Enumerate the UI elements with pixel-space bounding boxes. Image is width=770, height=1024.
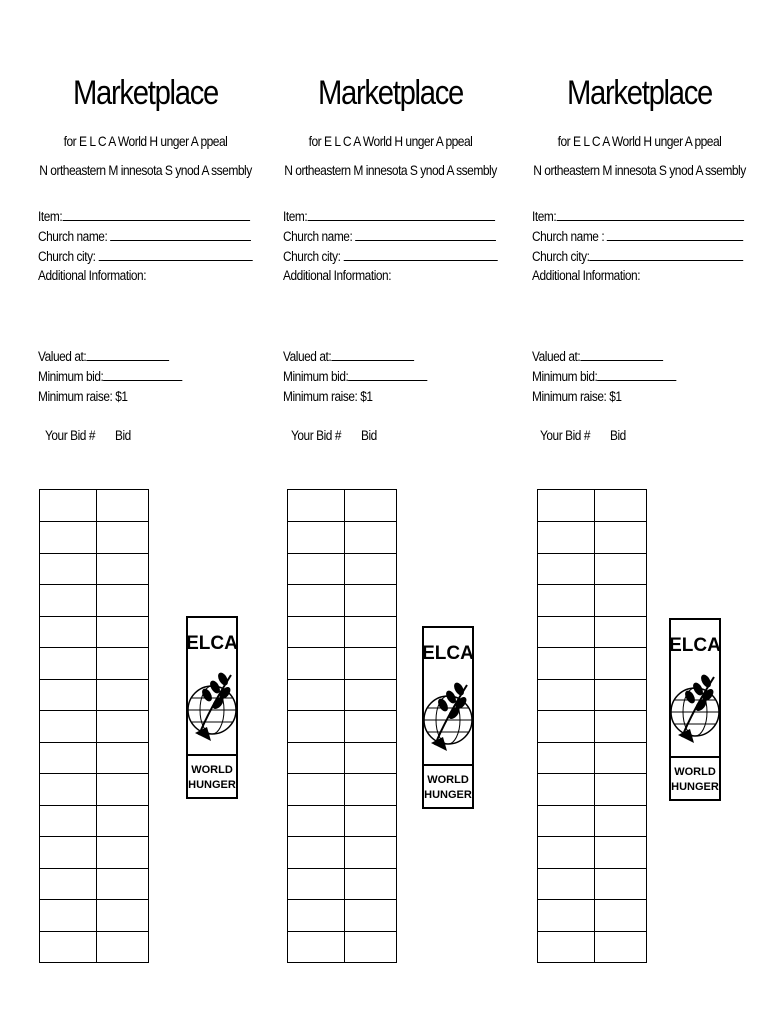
bid-table-row-line — [288, 647, 396, 648]
minimum-bid-blank-line[interactable] — [348, 368, 427, 381]
bid-table-row-line — [538, 836, 646, 837]
minimum-bid-field[interactable] — [38, 368, 183, 384]
bid-table-row-line — [288, 710, 396, 711]
card-subtitle-appeal: for E L C A World H unger A ppeal — [308, 133, 473, 149]
valued-at-blank-line[interactable] — [331, 348, 414, 361]
card-subtitle-synod: N ortheastern M innesota S ynod A ssembly — [533, 162, 746, 178]
church-name-blank-line[interactable] — [110, 228, 251, 241]
bid-header: Bid — [610, 428, 626, 443]
additional-info-label: Additional Information: — [38, 268, 147, 283]
card-subtitle-synod: N ortheastern M innesota S ynod A ssembly — [284, 162, 497, 178]
bid-table-row-line — [288, 742, 396, 743]
bid-table-row-line — [538, 773, 646, 774]
bid-table[interactable] — [287, 489, 397, 963]
card-title: Marketplace — [72, 74, 219, 112]
item-blank-line[interactable] — [556, 208, 743, 221]
minimum-bid-blank-line[interactable] — [597, 368, 676, 381]
bid-table-row-line — [288, 836, 396, 837]
minimum-bid-field[interactable] — [532, 368, 677, 384]
bid-table-row-line — [288, 553, 396, 554]
bid-card-3 — [532, 0, 770, 1024]
elca-logo-graphic — [668, 617, 722, 802]
bid-table-row-line — [538, 710, 646, 711]
bid-table-row-line — [40, 742, 148, 743]
bid-table-divider — [344, 490, 345, 962]
valued-at-label: Valued at: — [38, 349, 87, 364]
minimum-raise-label: Minimum raise: $1 — [532, 389, 622, 404]
elca-logo-graphic — [185, 615, 239, 800]
minimum-bid-label: Minimum bid: — [38, 369, 104, 384]
bid-table-row-line — [40, 931, 148, 932]
church-city-field[interactable] — [532, 248, 743, 264]
church-city-field[interactable] — [283, 248, 497, 264]
bid-table-row-line — [288, 805, 396, 806]
your-bid-number-header: Your Bid # — [540, 428, 590, 443]
minimum-raise-label: Minimum raise: $1 — [283, 389, 373, 404]
your-bid-number-header: Your Bid # — [291, 428, 341, 443]
bid-table-row-line — [40, 521, 148, 522]
elca-world-hunger-logo — [668, 617, 722, 802]
logo-elca-text: ELCA — [669, 635, 721, 656]
bid-table-row-line — [40, 773, 148, 774]
church-name-label: Church name : — [532, 229, 605, 244]
bid-table-row-line — [288, 773, 396, 774]
additional-info-label: Additional Information: — [283, 268, 392, 283]
bid-table-row-line — [40, 616, 148, 617]
logo-hunger-text: HUNGER — [424, 789, 472, 801]
logo-hunger-text: HUNGER — [671, 781, 719, 793]
bid-table-row-line — [538, 805, 646, 806]
item-field[interactable] — [283, 208, 495, 224]
bid-table-row-line — [40, 584, 148, 585]
item-label: Item: — [38, 209, 63, 224]
elca-world-hunger-logo — [185, 615, 239, 800]
bid-table-row-line — [538, 584, 646, 585]
church-city-label: Church city: — [38, 249, 96, 264]
bid-card-2 — [283, 0, 523, 1024]
valued-at-field[interactable] — [283, 348, 414, 364]
bid-table-divider — [96, 490, 97, 962]
church-name-label: Church name: — [38, 229, 108, 244]
additional-info-label: Additional Information: — [532, 268, 641, 283]
logo-elca-text: ELCA — [186, 633, 238, 654]
bid-table-row-line — [288, 868, 396, 869]
logo-elca-text: ELCA — [422, 643, 474, 664]
card-title: Marketplace — [566, 74, 713, 112]
bid-header: Bid — [115, 428, 131, 443]
bid-table-row-line — [40, 836, 148, 837]
item-field[interactable] — [38, 208, 250, 224]
logo-world-text: WORLD — [427, 774, 469, 786]
card-title: Marketplace — [317, 74, 464, 112]
item-field[interactable] — [532, 208, 744, 224]
bid-table-row-line — [538, 899, 646, 900]
bid-table-row-line — [288, 679, 396, 680]
church-city-field[interactable] — [38, 248, 252, 264]
minimum-bid-blank-line[interactable] — [103, 368, 182, 381]
bid-table-row-line — [538, 616, 646, 617]
minimum-bid-field[interactable] — [283, 368, 428, 384]
bid-table-row-line — [538, 868, 646, 869]
bid-table-row-line — [538, 742, 646, 743]
bid-table-row-line — [40, 899, 148, 900]
church-name-field[interactable] — [283, 228, 496, 244]
bid-table-row-line — [538, 553, 646, 554]
bid-table-row-line — [40, 553, 148, 554]
bid-table-row-line — [538, 647, 646, 648]
bid-table-row-line — [288, 899, 396, 900]
bid-header: Bid — [361, 428, 377, 443]
card-subtitle-synod: N ortheastern M innesota S ynod A ssembly — [39, 162, 252, 178]
bid-table-row-line — [40, 679, 148, 680]
church-city-blank-line[interactable] — [98, 248, 252, 261]
bid-table-row-line — [40, 710, 148, 711]
bid-table-row-line — [40, 805, 148, 806]
church-city-label: Church city: — [283, 249, 341, 264]
logo-hunger-text: HUNGER — [188, 779, 236, 791]
bid-table-row-line — [538, 521, 646, 522]
minimum-bid-label: Minimum bid: — [532, 369, 598, 384]
valued-at-field[interactable] — [38, 348, 169, 364]
item-blank-line[interactable] — [307, 208, 494, 221]
card-subtitle-appeal: for E L C A World H unger A ppeal — [557, 133, 722, 149]
minimum-raise-label: Minimum raise: $1 — [38, 389, 128, 404]
bid-table-row-line — [40, 868, 148, 869]
card-subtitle-appeal: for E L C A World H unger A ppeal — [63, 133, 228, 149]
logo-world-text: WORLD — [191, 764, 233, 776]
church-name-field[interactable] — [38, 228, 251, 244]
valued-at-blank-line[interactable] — [580, 348, 663, 361]
bid-table-row-line — [538, 679, 646, 680]
bid-table-row-line — [288, 521, 396, 522]
bid-table-row-line — [40, 647, 148, 648]
church-city-blank-line[interactable] — [343, 248, 497, 261]
church-name-field[interactable] — [532, 228, 743, 244]
item-label: Item: — [532, 209, 557, 224]
bid-table[interactable] — [39, 489, 149, 963]
church-name-blank-line[interactable] — [607, 228, 743, 241]
logo-world-text: WORLD — [674, 766, 716, 778]
valued-at-field[interactable] — [532, 348, 663, 364]
valued-at-label: Valued at: — [532, 349, 581, 364]
church-name-label: Church name: — [283, 229, 353, 244]
church-name-blank-line[interactable] — [355, 228, 496, 241]
bid-card-1 — [38, 0, 278, 1024]
item-label: Item: — [283, 209, 308, 224]
item-blank-line[interactable] — [62, 208, 249, 221]
bid-table-divider — [594, 490, 595, 962]
valued-at-blank-line[interactable] — [86, 348, 169, 361]
valued-at-label: Valued at: — [283, 349, 332, 364]
bid-table-row-line — [288, 616, 396, 617]
bid-table[interactable] — [537, 489, 647, 963]
bid-table-row-line — [538, 931, 646, 932]
your-bid-number-header: Your Bid # — [45, 428, 95, 443]
elca-logo-graphic — [421, 625, 475, 810]
church-city-blank-line[interactable] — [589, 248, 743, 261]
minimum-bid-label: Minimum bid: — [283, 369, 349, 384]
church-city-label: Church city: — [532, 249, 590, 264]
bid-table-row-line — [288, 931, 396, 932]
elca-world-hunger-logo — [421, 625, 475, 810]
bid-table-row-line — [288, 584, 396, 585]
